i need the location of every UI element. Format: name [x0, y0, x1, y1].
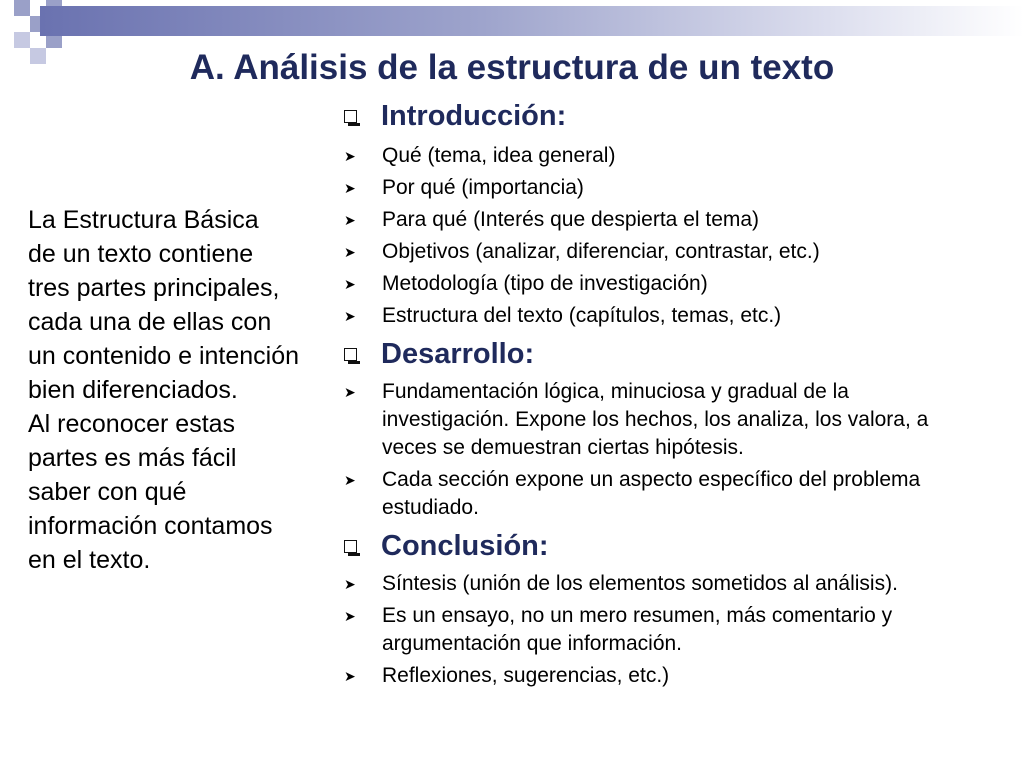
square-bullet-icon: [344, 110, 357, 123]
list-item-text: Cada sección expone un aspecto específico del problema estudiado.: [382, 468, 921, 519]
arrowhead-bullet-icon: ➤: [344, 576, 356, 592]
intro-line: Al reconocer estas: [28, 410, 236, 438]
intro-line: tres partes principales,: [28, 274, 280, 302]
corner-decoration-square: [14, 32, 30, 48]
list-item: [342, 466, 982, 522]
list-item: [342, 238, 982, 266]
list-item: [342, 602, 982, 658]
list-item: [342, 662, 982, 690]
title-gradient-bar: [40, 6, 1024, 36]
list-item-text: Objetivos (analizar, diferenciar, contrastar, etc.): [382, 240, 820, 263]
arrowhead-bullet-icon: ➤: [344, 148, 356, 164]
intro-line: cada una de ellas con: [28, 308, 272, 336]
section-heading: Desarrollo:: [381, 337, 535, 370]
arrowhead-bullet-icon: ➤: [344, 212, 356, 228]
arrowhead-bullet-icon: ➤: [344, 668, 356, 684]
section-introduccion: [342, 96, 982, 136]
list-item-text: Qué (tema, idea general): [382, 144, 616, 167]
list-item: [342, 270, 982, 298]
list-item-text: Reflexiones, sugerencias, etc.): [382, 664, 670, 687]
intro-line: bien diferenciados.: [28, 376, 238, 404]
list-item: [342, 378, 982, 462]
section-desarrollo: [342, 334, 982, 374]
intro-paragraph: [28, 203, 338, 577]
intro-line: La Estructura Básica: [28, 206, 259, 234]
intro-line: en el texto.: [28, 546, 151, 574]
section-heading: Introducción:: [381, 99, 567, 132]
list-item: [342, 570, 982, 598]
slide-title: A. Análisis de la estructura de un texto: [189, 48, 835, 87]
structure-outline: [342, 96, 982, 690]
list-item-text: Estructura del texto (capítulos, temas, etc.): [382, 304, 782, 327]
arrowhead-bullet-icon: ➤: [344, 244, 356, 260]
square-bullet-icon: [344, 540, 357, 553]
arrowhead-bullet-icon: ➤: [344, 180, 356, 196]
square-bullet-icon: [344, 348, 357, 361]
corner-decoration-square: [14, 0, 30, 16]
intro-line: información contamos: [28, 512, 273, 540]
intro-line: un contenido e intención: [28, 342, 300, 370]
list-item: [342, 174, 982, 202]
list-item-text: Por qué (importancia): [382, 176, 584, 199]
arrowhead-bullet-icon: ➤: [344, 608, 356, 624]
list-item: [342, 206, 982, 234]
intro-line: partes es más fácil: [28, 444, 237, 472]
section-heading: Conclusión:: [381, 529, 549, 562]
intro-line: saber con qué: [28, 478, 187, 506]
arrowhead-bullet-icon: ➤: [344, 276, 356, 292]
section-conclusion: [342, 526, 982, 566]
list-item: [342, 142, 982, 170]
list-item-text: Es un ensayo, no un mero resumen, más comentario y argumentación que información.: [382, 604, 893, 655]
list-item-text: Metodología (tipo de investigación): [382, 272, 708, 295]
arrowhead-bullet-icon: ➤: [344, 472, 356, 488]
arrowhead-bullet-icon: ➤: [344, 384, 356, 400]
arrowhead-bullet-icon: ➤: [344, 308, 356, 324]
list-item-text: Fundamentación lógica, minuciosa y gradual de la investigación. Expone los hechos, los analiza, los valora, a veces se demuestran ciertas hipótesis.: [382, 380, 929, 459]
list-item-text: Síntesis (unión de los elementos sometidos al análisis).: [382, 572, 898, 595]
list-item-text: Para qué (Interés que despierta el tema): [382, 208, 760, 231]
list-item: [342, 302, 982, 330]
intro-line: de un texto contiene: [28, 240, 254, 268]
